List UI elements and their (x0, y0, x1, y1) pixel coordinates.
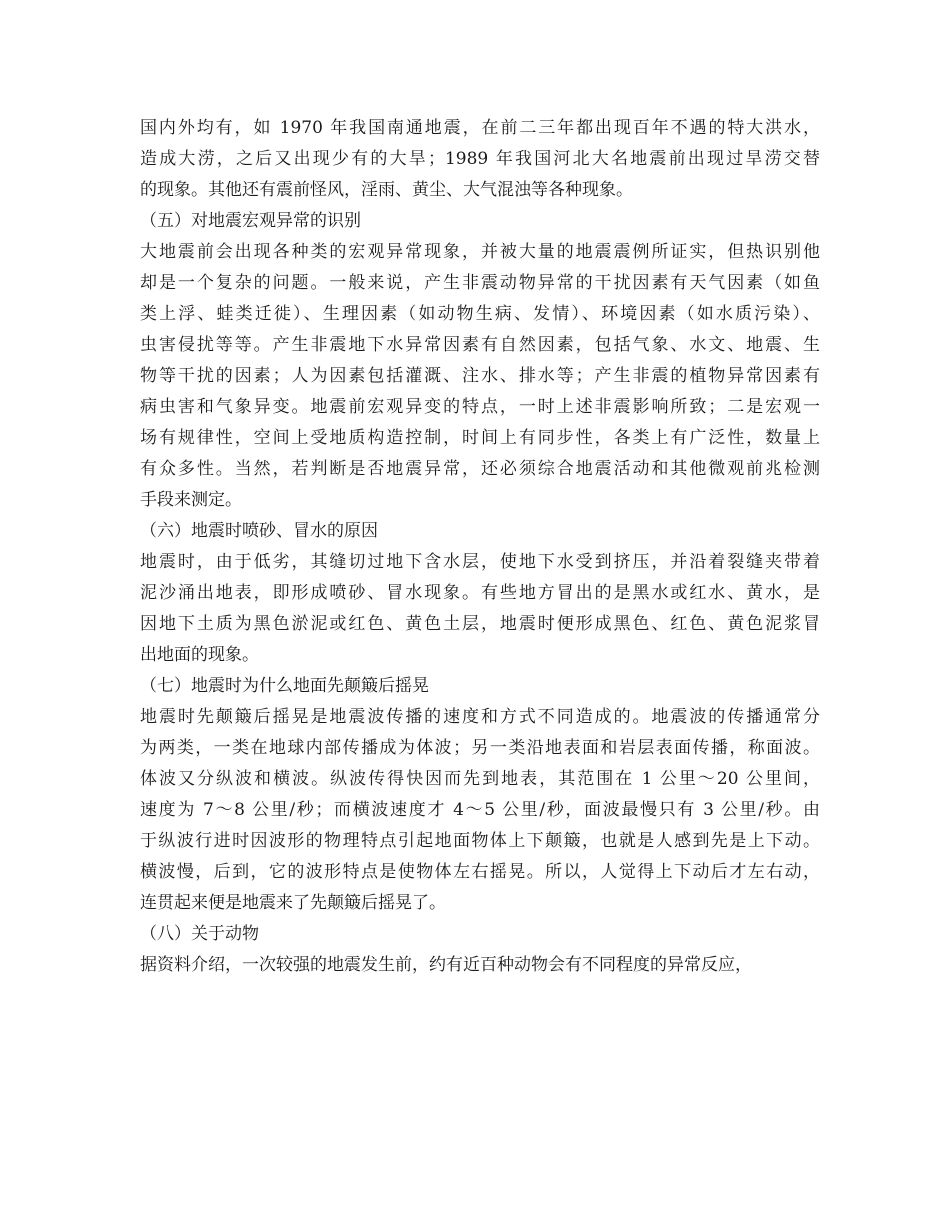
paragraph-line: 大地震前会出现各种类的宏观异常现象，并被大量的地震震例所证实，但热识别他 (140, 242, 820, 262)
paragraph-line: 国内外均有，如 1970 年我国南通地震，在前二三年都出现百年不遇的特大洪水， (140, 118, 820, 138)
paragraph-line: 病虫害和气象异变。地震前宏观异变的特点，一时上述非震影响所致；二是宏观一 (140, 397, 820, 417)
paragraph-line: 手段来测定。 (140, 490, 242, 510)
paragraph-line: 为两类，一类在地球内部传播成为体波；另一类沿地表面和岩层表面传播，称面波。 (140, 738, 820, 758)
document-body (140, 113, 820, 981)
paragraph-line: 速度为 7～8 公里/秒；而横波速度才 4～5 公里/秒，面波最慢只有 3 公里/秒。由 (140, 800, 820, 820)
paragraph-line: 体波又分纵波和横波。纵波传得快因而先到地表，其范围在 1 公里～20 公里间， (140, 769, 820, 789)
paragraph-line: 场有规律性，空间上受地质构造控制，时间上有同步性，各类上有广泛性，数量上 (140, 428, 820, 448)
paragraph-line: 出地面的现象。 (140, 645, 259, 665)
section-heading: （五）对地震宏观异常的识别 (140, 211, 361, 231)
paragraph-line: 地震时，由于低劣，其缝切过地下含水层，使地下水受到挤压，并沿着裂缝夹带着 (140, 552, 820, 572)
paragraph-line: 泥沙涌出地表，即形成喷砂、冒水现象。有些地方冒出的是黑水或红水、黄水，是 (140, 583, 820, 603)
section-heading: （七）地震时为什么地面先颠簸后摇晃 (140, 676, 429, 696)
paragraph-line: 造成大涝，之后又出现少有的大旱；1989 年我国河北大名地震前出现过旱涝交替 (140, 149, 820, 169)
paragraph-line: 连贯起来便是地震来了先颠簸后摇晃了。 (140, 893, 446, 913)
paragraph-line: 类上浮、蛙类迁徙）、生理因素（如动物生病、发情）、环境因素（如水质污染）、 (140, 304, 820, 324)
section-heading: （八）关于动物 (140, 924, 259, 944)
paragraph-line: 的现象。其他还有震前怪风，淫雨、黄尘、大气混浊等各种现象。 (140, 180, 633, 200)
section-heading: （六）地震时喷砂、冒水的原因 (140, 521, 378, 541)
paragraph-line: 却是一个复杂的问题。一般来说，产生非震动物异常的干扰因素有天气因素（如鱼 (140, 273, 820, 293)
paragraph-line: 据资料介绍，一次较强的地震发生前，约有近百种动物会有不同程度的异常反应， (140, 955, 752, 975)
paragraph-line: 有众多性。当然，若判断是否地震异常，还必须综合地震活动和其他微观前兆检测 (140, 459, 820, 479)
paragraph-line: 横波慢，后到，它的波形特点是使物体左右摇晃。所以，人觉得上下动后才左右动， (140, 862, 820, 882)
paragraph-line: 地震时先颠簸后摇晃是地震波传播的速度和方式不同造成的。地震波的传播通常分 (140, 707, 820, 727)
paragraph-line: 因地下土质为黑色淤泥或红色、黄色土层，地震时便形成黑色、红色、黄色泥浆冒 (140, 614, 820, 634)
paragraph-line: 于纵波行进时因波形的物理特点引起地面物体上下颠簸，也就是人感到先是上下动。 (140, 831, 820, 851)
paragraph-line: 物等干扰的因素；人为因素包括灌溉、注水、排水等；产生非震的植物异常因素有 (140, 366, 820, 386)
paragraph-line: 虫害侵扰等等。产生非震地下水异常因素有自然因素，包括气象、水文、地震、生 (140, 335, 820, 355)
